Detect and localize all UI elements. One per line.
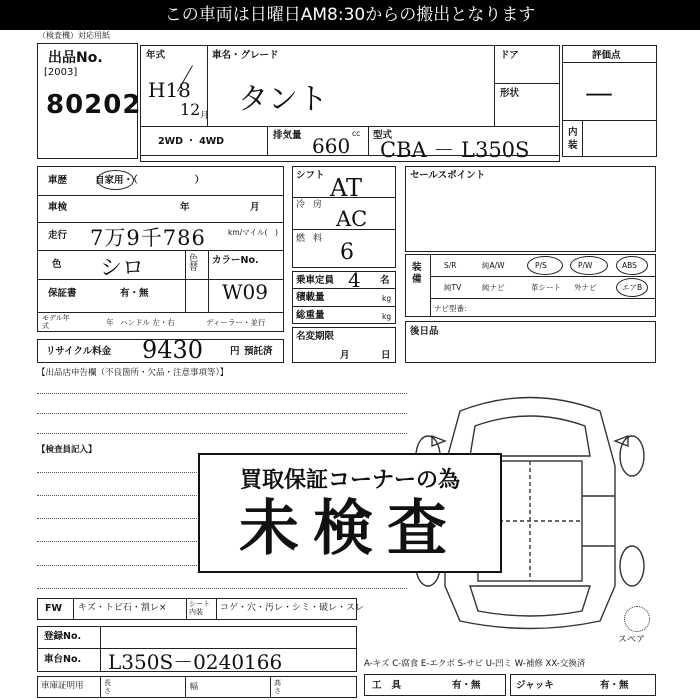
cert-width: 幅 — [190, 682, 198, 691]
load-unit: kg — [382, 294, 392, 303]
year-label: 年式 — [146, 50, 166, 61]
circle-pw — [570, 256, 608, 275]
equip-aw: 純A/W — [482, 261, 505, 270]
cert-length: 長さ — [104, 679, 111, 695]
capacity-value: 4 — [348, 268, 361, 292]
shift-label: シフト — [296, 170, 325, 181]
capacity-unit: 名 — [380, 275, 390, 286]
spare-tire-icon — [624, 606, 650, 632]
notes-box — [405, 321, 656, 363]
spare-label: スペア — [618, 635, 646, 645]
handle-label: ハンドル 左・右 — [120, 318, 175, 327]
stamp-line-2: 未検査 — [239, 494, 461, 564]
recycle-label: リサイクル料金 — [46, 346, 112, 357]
year-era: H18 — [148, 78, 191, 102]
jack-label: ジャッキ — [516, 680, 554, 691]
shape-label: 形状 — [500, 88, 520, 99]
type-code-label: 型式 — [373, 130, 393, 141]
displacement-label: 排気量 — [273, 130, 302, 141]
model-name: タント — [238, 82, 328, 117]
interior-label: 内装 — [568, 127, 578, 151]
recycle-unit: 円 — [230, 346, 240, 357]
reg-no-label: 登録No. — [44, 631, 82, 642]
damage-legend: A-キズ C-腐食 E-エクボ S-サビ U-凹ミ W-補修 XX-交換済 — [364, 659, 586, 669]
tools-label: 工具 — [372, 680, 412, 691]
fw-label: FW — [45, 603, 62, 614]
mileage-value: 7万9千786 — [90, 226, 206, 250]
chassis-label: 車台No. — [44, 654, 82, 665]
fw-text: キズ・トビ石・割レ× — [78, 603, 167, 613]
name-change-day: 日 — [381, 350, 391, 361]
repaint-label: 色替 — [189, 254, 199, 273]
sales-point-label: セールスポイント — [410, 170, 486, 181]
year-month-unit: 月 — [200, 111, 210, 121]
mileage-unit: km/マイル( ) — [228, 228, 278, 237]
grade-value: — — [585, 76, 613, 109]
history-circle — [97, 170, 134, 190]
circle-ps — [527, 256, 563, 275]
inspection-month: 月 — [250, 202, 260, 213]
name-change-label: 名変期限 — [296, 331, 335, 342]
circle-airbag — [616, 278, 648, 297]
lot-year-code: [2003] — [44, 67, 78, 78]
name-change-month: 月 — [340, 350, 350, 361]
color-no-label: カラーNo. — [212, 255, 259, 266]
equip-abs: ABS — [622, 261, 637, 270]
equip-ps: P/S — [535, 261, 547, 270]
warranty-value: 有・無 — [120, 288, 149, 299]
model-year-unit: 年 — [106, 318, 114, 327]
model-year-label: モデル年式 — [42, 314, 70, 330]
lot-number: 80202 — [46, 90, 142, 120]
inspection-year: 年 — [180, 202, 190, 213]
cert-height: 高さ — [274, 679, 281, 695]
seat-label: シート内装 — [189, 600, 210, 616]
chassis-value: L350S－0240166 — [108, 650, 283, 674]
top-banner: この車両は日曜日AM8:30からの搬出となります — [0, 0, 700, 30]
ac-value: AC — [336, 207, 368, 231]
sales-point-box — [405, 166, 656, 252]
navi-model-label: ナビ型番： — [434, 304, 472, 313]
gross-label: 総重量 — [296, 310, 325, 321]
dealer-label: ディーラー・並行 — [206, 318, 266, 327]
cert-label: 車庫証明用 — [41, 681, 84, 691]
fuel-value: 6 — [340, 240, 354, 265]
circle-abs — [616, 256, 648, 275]
dealer-notice-label: 【出品店申告欄（不良箇所・欠品・注意事項等）】 — [37, 368, 229, 378]
displacement-value: 660 — [312, 134, 351, 158]
inspector-label: 【検査員記入】 — [37, 445, 97, 455]
tools-value: 有・無 — [452, 680, 481, 691]
equip-ext-navi: 外ナビ — [574, 283, 597, 292]
color-value: シロ — [100, 256, 145, 281]
color-no-value: W09 — [222, 280, 269, 304]
equip-tv: 純TV — [444, 283, 462, 292]
seat-text: コゲ・穴・汚レ・シミ・破レ・スレ — [220, 603, 365, 613]
grade-label: 評価点 — [592, 50, 621, 61]
type-code-value: CBA － L350S — [380, 138, 530, 162]
drive-label: 2WD ・ 4WD — [158, 136, 225, 147]
history-label: 車歴 — [48, 175, 68, 186]
lot-box — [37, 43, 142, 159]
mileage-label: 走行 — [48, 230, 68, 241]
warranty-label: 保証書 — [48, 288, 77, 299]
gross-unit: kg — [382, 312, 392, 321]
color-label: 色 — [52, 259, 62, 270]
header-label: （検査機）対応用紙 — [38, 31, 110, 40]
equip-sr: S/R — [444, 261, 457, 270]
ac-label: 冷房 — [296, 200, 331, 210]
inspection-label: 車検 — [48, 202, 68, 213]
recycle-value: 9430 — [142, 336, 204, 364]
capacity-label: 乗車定員 — [296, 275, 335, 286]
jack-value: 有・無 — [600, 680, 629, 691]
fuel-label: 燃料 — [296, 234, 331, 244]
history-value: 自家用・（ ） — [95, 175, 205, 186]
shift-value: AT — [330, 174, 363, 202]
door-label: ドア — [500, 50, 519, 61]
equip-leather: 革シート — [531, 283, 561, 292]
model-label: 車名・グレード — [212, 50, 279, 61]
equipment-label: 装備 — [412, 262, 422, 285]
displacement-unit: cc — [352, 129, 361, 138]
not-inspected-stamp — [198, 453, 502, 573]
load-label: 積載量 — [296, 292, 325, 303]
recycle-deposited: 預託済 — [244, 346, 273, 357]
notes-label: 後日品 — [410, 326, 439, 337]
equip-navi: 純ナビ — [482, 283, 505, 292]
stamp-line-1: 買取保証コーナーの為 — [239, 468, 460, 493]
equip-airbag: エアB — [622, 283, 643, 292]
equip-pw: P/W — [578, 261, 593, 270]
year-month: 12 — [180, 100, 201, 119]
lot-label: 出品No. — [48, 50, 103, 66]
